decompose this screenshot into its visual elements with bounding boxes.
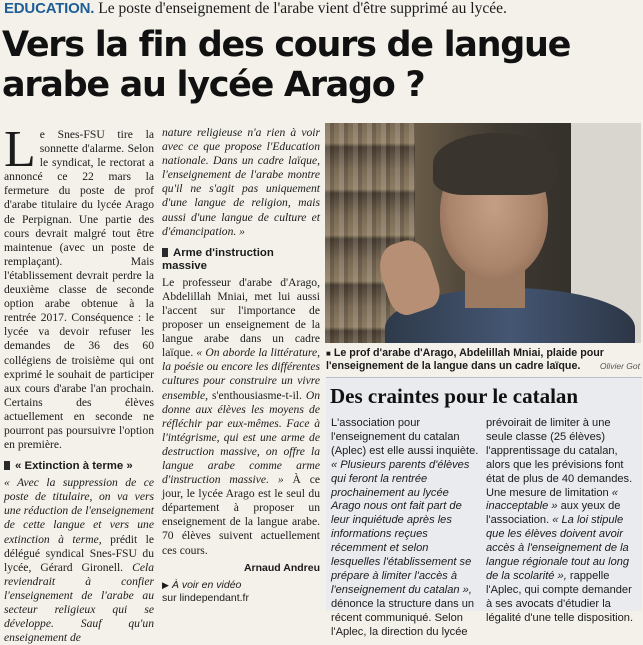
quote-gironell-cont: Cela reviendrait à confier l'enseignement de l'arabe au secteur religieux qui se développe. Sauf qu'un enseignement de — [4, 560, 154, 645]
paragraph-closing: À ce jour, le lycée Arago est le seul du département à proposer un enseignement de la langue arabe. 70 élèves suivent actuellement ces cours. — [162, 473, 320, 557]
subhead-text: Arme d'instruction massive — [162, 246, 274, 272]
video-url[interactable]: sur lindependant.fr — [162, 591, 249, 604]
subhead-text: « Extinction à terme » — [15, 460, 133, 473]
caption-text: Le prof d'arabe d'Arago, Abdelillah Mniai, plaide pour l'enseignement de la langue dans un cadre laïque. — [326, 347, 604, 372]
triangle-bullet-icon: ■ — [326, 349, 331, 358]
square-bullet-icon — [4, 461, 10, 470]
box-closing: rappelle l'Aplec, qui compte demander à ses avocats d'étudier la légalité d'une telle disposition. — [486, 569, 634, 624]
box-title: Des craintes pour le catalan — [330, 384, 579, 408]
quote-mniai-cont: On donne aux élèves les moyens de réfléchir par eux-mêmes. Face à l'intégrisme, qui est une arme de destruction massive, on offre la langue arabe comme arme d'instruction massive. » — [162, 388, 320, 487]
article-column-1 — [4, 121, 155, 645]
paragraph-mniai: Le professeur d'arabe d'Arago, Abdelillah Mniai, met lui aussi l'accent sur l'importance de proposer un enseignement de la langue arabe dans un cadre laïque. — [162, 275, 320, 360]
article-column-2 — [162, 126, 320, 605]
kicker-line — [4, 0, 643, 18]
quote-mniai: « On aborde la littérature, la poésie ou encore les différentes cultures pour construire un vivre ensemble, — [162, 346, 320, 402]
box-column-1 — [331, 417, 479, 640]
box-quote-loi: « La loi stipule que les élèves doivent avoir accès à l'enseignement de la langue régionale tout au long de la scolarité », — [486, 514, 630, 582]
box-limitation: prévoirait de limiter à une seule classe (25 élèves) l'apprentissage du catalan, alors que les prévisions font état de plus de 40 demandes. Une mesure de limitation — [486, 417, 633, 499]
play-icon: ▶ — [162, 579, 169, 590]
kicker-text: Le poste d'enseignement de l'arabe vient d'être supprimé au lycée. — [98, 0, 507, 17]
box-quote-inacceptable: « inacceptable » — [486, 486, 618, 513]
subhead-extinction — [4, 460, 154, 473]
box-association: aux yeux de l'association. — [486, 500, 621, 527]
box-attribution: dénonce la structure dans un récent communiqué. Selon l'Aplec, la direction du lycée — [331, 597, 475, 638]
box-top-rule — [326, 377, 642, 378]
person-hair — [433, 133, 557, 195]
box-quote-parents: « Plusieurs parents d'élèves qui feront la rentrée prochainement au lycée Arago nous ont fait part de leur inquiétude après les informations reçues récemment et selon lesquelles l'établissement se prépare à limiter l'accès à l'enseignement du catalan », — [331, 458, 472, 596]
photo-credit: Olivier Got — [599, 361, 640, 371]
video-label: À voir en vidéo — [171, 578, 242, 591]
box-intro: L'association pour l'enseignement du catalan (Aplec) est elle aussi inquiète. — [331, 417, 479, 457]
paragraph-intro: e Snes-FSU tire la sonnette d'alarme. Selon le syndicat, le rectorat a annoncé ce 22 mars la fermeture du poste de prof d'arabe titulaire du lycée Arago de Perpignan. Une partie des cours devrait malgré tout être maintenue (avec un poste de remplaçant). Mais l'établissement devrait perdre la deuxième classe de seconde option arabe obtenue à la rentrée 2017. Conséquence : le lycée va devoir refuser les demandes de 36 des 60 collégiens de troisième qui ont exprimé le souhait de participer aux cours d'arabe l'an prochain. Certains des élèves actuellement en seconde ne pourront pas poursuivre l'option en première. — [4, 128, 154, 452]
attribution-mniai: s'enthousiasme-t-il. — [211, 388, 302, 402]
square-bullet-icon — [162, 248, 168, 257]
headline: Vers la fin des cours de langue arabe au lycée Arago ? — [2, 25, 571, 105]
drop-cap: L — [4, 121, 36, 178]
quote-continuation: nature religieuse n'a rien à voir avec ce que propose l'Education nationale. Dans un cadre laïque, l'enseignement de l'arabe montre qu'il ne s'agit pas uniquement d'une langue de religion, mais aussi d'une langue de culture et d'émancipation. » — [162, 126, 320, 238]
subhead-arme — [162, 247, 320, 273]
author-signature: Arnaud Andreu — [243, 561, 320, 574]
attribution-gironell: prédit le délégué syndical Snes-FSU du lycée, Gérard Gironell. — [4, 532, 155, 574]
quote-gironell: « Avec la suppression de ce poste de titulaire, on va vers une réduction de l'enseignement de cette langue et vers une extinction à terme, — [4, 476, 154, 546]
video-link[interactable] — [162, 579, 320, 605]
section-label: EDUCATION. — [4, 0, 95, 17]
portrait-photo — [325, 123, 641, 343]
box-column-2 — [486, 417, 638, 626]
